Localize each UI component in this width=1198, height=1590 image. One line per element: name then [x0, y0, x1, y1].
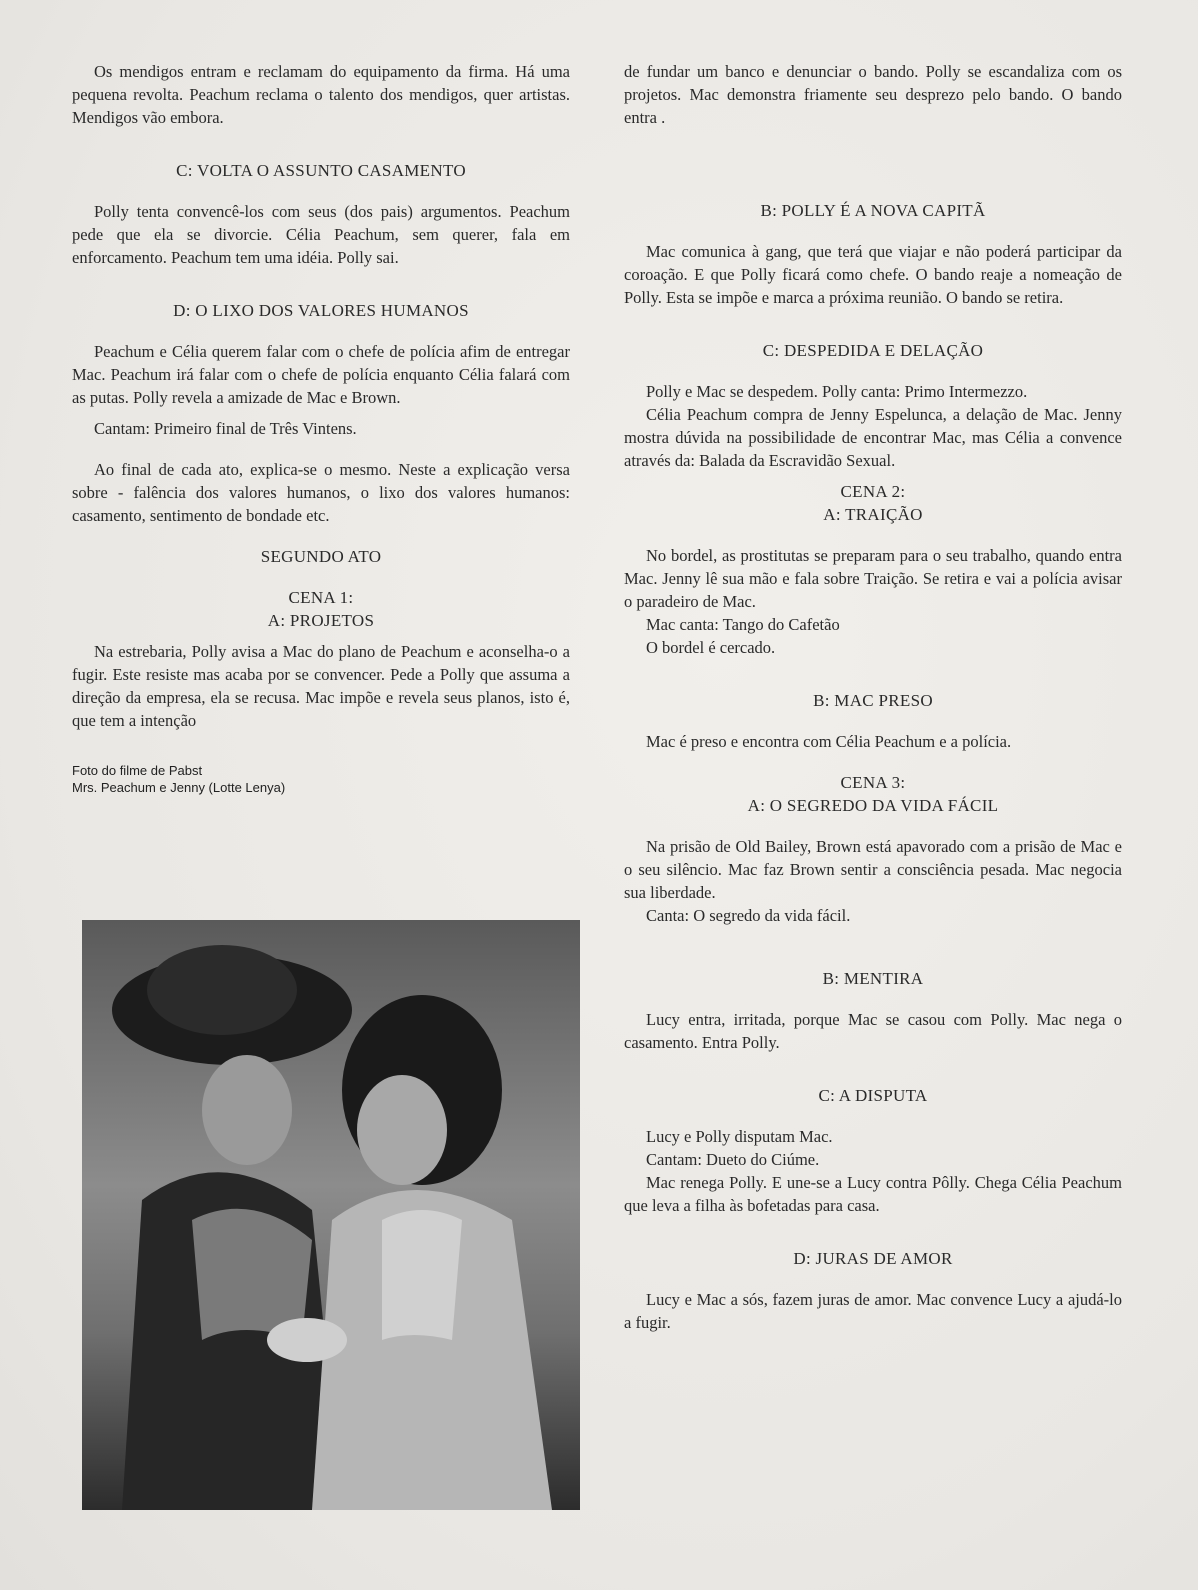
paragraph: Lucy e Polly disputam Mac.: [646, 1127, 833, 1146]
paragraph: Cantam: Primeiro final de Três Vintens.: [94, 419, 357, 438]
photo-caption-line-1: Foto do filme de Pabst: [72, 763, 203, 778]
scene-heading: CENA 2:: [840, 482, 906, 501]
section-heading: D: O LIXO DOS VALORES HUMANOS: [173, 301, 469, 320]
paragraph: de fundar um banco e denunciar o bando. Polly se escandaliza com os projetos. Mac demonstra friamente seu desprezo pelo bando. O bando entra .: [624, 62, 1122, 127]
left-column: [72, 60, 570, 796]
scene-heading: CENA 3:: [840, 773, 906, 792]
paragraph: Mac é preso e encontra com Célia Peachum e a polícia.: [646, 732, 1012, 751]
paragraph: Lucy e Mac a sós, fazem juras de amor. Mac convence Lucy a ajudá-lo a fugir.: [624, 1290, 1122, 1332]
paragraph: Célia Peachum compra de Jenny Espelunca, a delação de Mac. Jenny mostra dúvida na possibilidade de encontrar Mac, mas Célia a convence através da: Balada da Escravidão Sexual.: [624, 405, 1122, 470]
paragraph: Mac renega Polly. E une-se a Lucy contra Pôlly. Chega Célia Peachum que leva a filha às bofetadas para casa.: [624, 1173, 1122, 1215]
paragraph: O bordel é cercado.: [646, 638, 776, 657]
section-heading: B: MENTIRA: [822, 969, 924, 988]
paragraph: Peachum e Célia querem falar com o chefe de polícia afim de entregar Mac. Peachum irá falar com o chefe de polícia enquanto Célia falará com as putas. Polly revela a amizade de Mac e Brown.: [72, 342, 570, 407]
paragraph: Lucy entra, irritada, porque Mac se casou com Polly. Mac nega o casamento. Entra Polly.: [624, 1010, 1122, 1052]
section-heading: A: TRAIÇÃO: [823, 505, 923, 524]
section-heading: B: POLLY É A NOVA CAPITÃ: [760, 201, 986, 220]
paragraph: Canta: O segredo da vida fácil.: [646, 906, 851, 925]
paragraph: Os mendigos entram e reclamam do equipamento da firma. Há uma pequena revolta. Peachum reclama o talento dos mendigos, quer artistas. Mendigos vão embora.: [72, 62, 570, 127]
photo-illustration: [82, 920, 580, 1510]
section-heading: C: A DISPUTA: [818, 1086, 928, 1105]
section-heading: A: PROJETOS: [267, 611, 375, 630]
paragraph: Na prisão de Old Bailey, Brown está apavorado com a prisão de Mac e o seu silêncio. Mac faz Brown sentir a consciência pesada. Mac negocia sua liberdade.: [624, 837, 1122, 902]
paragraph: Na estrebaria, Polly avisa a Mac do plano de Peachum e aconselha-o a fugir. Este resiste mas acaba por se convencer. Pede a Polly que assuma a direção da empresa, ela se recusa. Mac impõe e revela seus planos, isto é, que tem a intenção: [72, 642, 570, 730]
paragraph: Polly tenta convencê-los com seus (dos pais) argumentos. Peachum pede que ela se divorcie. Célia Peachum, sem querer, fala em enforcamento. Peachum tem uma idéia. Polly sai.: [72, 202, 570, 267]
section-heading: A: O SEGREDO DA VIDA FÁCIL: [747, 796, 999, 815]
section-heading: C: DESPEDIDA E DELAÇÃO: [762, 341, 984, 360]
act-heading: SEGUNDO ATO: [260, 547, 382, 566]
section-heading: B: MAC PRESO: [813, 691, 933, 710]
paragraph: Mac canta: Tango do Cafetão: [646, 615, 840, 634]
photo-caption-line-2: Mrs. Peachum e Jenny (Lotte Lenya): [72, 780, 286, 795]
paragraph: Mac comunica à gang, que terá que viajar e não poderá participar da coroação. E que Polly ficará como chefe. O bando reaje a nomeação de Polly. Esta se impõe e marca a próxima reunião. O bando se retira.: [624, 242, 1122, 307]
section-heading: D: JURAS DE AMOR: [793, 1249, 953, 1268]
scene-heading: CENA 1:: [288, 588, 354, 607]
paragraph: Cantam: Dueto do Ciúme.: [646, 1150, 820, 1169]
paragraph: Ao final de cada ato, explica-se o mesmo. Neste a explicação versa sobre - falência dos valores humanos, o lixo dos valores humanos: casamento, sentimento de bondade etc.: [72, 460, 570, 525]
paragraph: No bordel, as prostitutas se preparam para o seu trabalho, quando entra Mac. Jenny lê sua mão e fala sobre Traição. Se retira e vai a polícia avisar o paradeiro de Mac.: [624, 546, 1122, 611]
section-heading: C: VOLTA O ASSUNTO CASAMENTO: [176, 161, 466, 180]
right-column: [624, 60, 1122, 1334]
paragraph: Polly e Mac se despedem. Polly canta: Primo Intermezzo.: [646, 382, 1028, 401]
film-still-photo: [82, 920, 580, 1510]
